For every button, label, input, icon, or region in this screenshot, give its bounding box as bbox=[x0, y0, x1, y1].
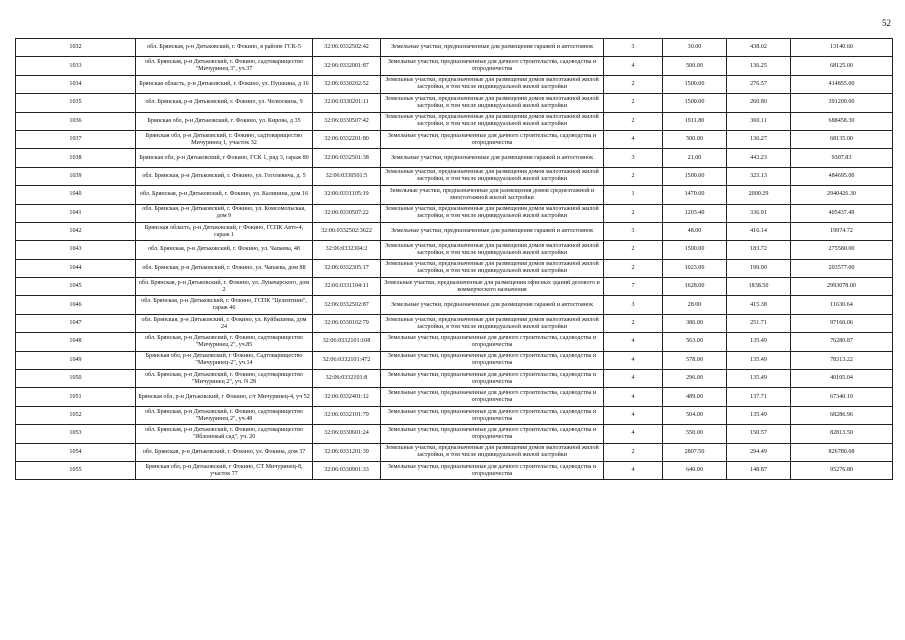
cadastral-number-cell: 32:06:0331104:11 bbox=[313, 278, 381, 296]
cadastral-number-cell: 32:06:0332101:108 bbox=[313, 333, 381, 351]
row-number: 1033 bbox=[16, 57, 136, 75]
cadastral-number-cell: 32:06:0330202:52 bbox=[313, 75, 381, 93]
category-code-cell: 2 bbox=[604, 443, 663, 461]
area-cell: 30.00 bbox=[663, 39, 727, 57]
land-use-cell: Земельные участки, предназначенные для дачного строительства, садоводства и огородничества bbox=[381, 425, 604, 443]
cadastral-value-cell: 97160.06 bbox=[791, 314, 893, 332]
table-row bbox=[16, 406, 893, 424]
row-number: 1046 bbox=[16, 296, 136, 314]
address-cell: обл. Брянская, р-н Дятьковский, г. Фокино, ул. Луначарского, дом 2 bbox=[136, 278, 313, 296]
land-use-cell: Земельные участки, предназначенные для дачного строительства, садоводства и огородничества bbox=[381, 333, 604, 351]
land-use-cell: Земельные участки, предназначенные для дачного строительства, садоводства и огородничества bbox=[381, 57, 604, 75]
specific-value-cell: 336.91 bbox=[727, 204, 791, 222]
address-cell: Брянская обл, р-н Дятьковский, г Фокино, ГСК 1, ряд 3, гараж 80 bbox=[136, 149, 313, 167]
row-number: 1054 bbox=[16, 443, 136, 461]
specific-value-cell: 183.72 bbox=[727, 241, 791, 259]
cadastral-value-cell: 78313.22 bbox=[791, 351, 893, 369]
specific-value-cell: 276.57 bbox=[727, 75, 791, 93]
category-code-cell: 2 bbox=[604, 241, 663, 259]
cadastral-number-cell: 32:06:0332502:42 bbox=[313, 39, 381, 57]
cadastral-number-cell: 32:06:0330507:22 bbox=[313, 204, 381, 222]
cadastral-value-cell: 405437.49 bbox=[791, 204, 893, 222]
cadastral-value-cell: 203577.00 bbox=[791, 259, 893, 277]
area-cell: 504.00 bbox=[663, 406, 727, 424]
row-number: 1045 bbox=[16, 278, 136, 296]
row-number: 1032 bbox=[16, 39, 136, 57]
area-cell: 1500.00 bbox=[663, 75, 727, 93]
cadastral-value-cell: 67340.19 bbox=[791, 388, 893, 406]
category-code-cell: 4 bbox=[604, 406, 663, 424]
cadastral-value-cell: 68135.00 bbox=[791, 130, 893, 148]
address-cell: обл. Брянская, р-н Дятьковский, г. Фокино, ул. Чапаева, дом 88 bbox=[136, 259, 313, 277]
specific-value-cell: 260.80 bbox=[727, 94, 791, 112]
row-number: 1042 bbox=[16, 222, 136, 240]
specific-value-cell: 294.49 bbox=[727, 443, 791, 461]
area-cell: 640.00 bbox=[663, 461, 727, 479]
specific-value-cell: 2000.29 bbox=[727, 186, 791, 204]
area-cell: 296.00 bbox=[663, 370, 727, 388]
table-row bbox=[16, 186, 893, 204]
specific-value-cell: 135.49 bbox=[727, 351, 791, 369]
table-row bbox=[16, 167, 893, 185]
specific-value-cell: 199.00 bbox=[727, 259, 791, 277]
row-number: 1036 bbox=[16, 112, 136, 130]
category-code-cell: 2 bbox=[604, 314, 663, 332]
cadastral-number-cell: 32:06:0332304:2 bbox=[313, 241, 381, 259]
cadastral-number-cell: 32:06:0331105:19 bbox=[313, 186, 381, 204]
row-number: 1034 bbox=[16, 75, 136, 93]
cadastral-number-cell: 32:06:0330501:5 bbox=[313, 167, 381, 185]
cadastral-number-cell: 32:06:0332502:3622 bbox=[313, 222, 381, 240]
category-code-cell: 3 bbox=[604, 296, 663, 314]
table-row bbox=[16, 296, 893, 314]
category-code-cell: 3 bbox=[604, 222, 663, 240]
area-cell: 563.00 bbox=[663, 333, 727, 351]
category-code-cell: 3 bbox=[604, 149, 663, 167]
row-number: 1044 bbox=[16, 259, 136, 277]
table-row bbox=[16, 351, 893, 369]
address-cell: Брянская обл, р-н Дятьковский, г Фокино, с/т Мичуринец-4, уч 52 bbox=[136, 388, 313, 406]
table-row bbox=[16, 259, 893, 277]
area-cell: 500.00 bbox=[663, 130, 727, 148]
cadastral-value-cell: 2940426.30 bbox=[791, 186, 893, 204]
table-row bbox=[16, 461, 893, 479]
specific-value-cell: 135.49 bbox=[727, 406, 791, 424]
cadastral-number-cell: 32:06:0331201:39 bbox=[313, 443, 381, 461]
table-row bbox=[16, 278, 893, 296]
cadastral-value-cell: 68125.00 bbox=[791, 57, 893, 75]
cadastral-number-cell: 32:06:0332101:472 bbox=[313, 351, 381, 369]
cadastral-number-cell: 32:06:0332101:79 bbox=[313, 406, 381, 424]
address-cell: обл. Брянская, р-н Дятьковский, г. Фокино, ул. Фокина, дом 37 bbox=[136, 443, 313, 461]
cadastral-number-cell: 32:06:0330507:42 bbox=[313, 112, 381, 130]
area-cell: 1911.80 bbox=[663, 112, 727, 130]
cadastral-number-cell: 32:06:0332501:38 bbox=[313, 149, 381, 167]
land-use-cell: Земельные участки, предназначенные для размещения гаражей и автостоянок bbox=[381, 39, 604, 57]
area-cell: 48.00 bbox=[663, 222, 727, 240]
cadastral-value-cell: 484695.00 bbox=[791, 167, 893, 185]
address-cell: Брянская обл, р-н Дятьковский, г. Фокино, садтоварищество Мичуринец 1, участок 32 bbox=[136, 130, 313, 148]
cadastral-number-cell: 32:06:0330601:24 bbox=[313, 425, 381, 443]
address-cell: Брянская область, р-н Дятьковский, г Фокино, ГСПК Авто-4, гараж 1 bbox=[136, 222, 313, 240]
category-code-cell: 4 bbox=[604, 351, 663, 369]
land-use-cell: Земельные участки, предназначенные для размещения домов малоэтажной жилой застройки, в том числе индивидуальной жилой застройки bbox=[381, 167, 604, 185]
cadastral-value-cell: 414855.00 bbox=[791, 75, 893, 93]
row-number: 1040 bbox=[16, 186, 136, 204]
category-code-cell: 2 bbox=[604, 259, 663, 277]
row-number: 1043 bbox=[16, 241, 136, 259]
table-row bbox=[16, 333, 893, 351]
specific-value-cell: 136.27 bbox=[727, 130, 791, 148]
category-code-cell: 2 bbox=[604, 94, 663, 112]
cadastral-value-cell: 68286.96 bbox=[791, 406, 893, 424]
table-row bbox=[16, 112, 893, 130]
table-row bbox=[16, 75, 893, 93]
land-use-cell: Земельные участки, предназначенные для дачного строительства, садоводства и огородничества bbox=[381, 351, 604, 369]
specific-value-cell: 150.57 bbox=[727, 425, 791, 443]
table-row bbox=[16, 57, 893, 75]
address-cell: обл. Брянская, р-н Дятьковский, г. Фокино, садтоварищество "Мичуринец 2", уч.85 bbox=[136, 333, 313, 351]
table-row bbox=[16, 388, 893, 406]
specific-value-cell: 137.71 bbox=[727, 388, 791, 406]
cadastral-value-cell: 275580.00 bbox=[791, 241, 893, 259]
land-use-cell: Земельные участки, предназначенные для дачного строительства, садоводства и огородничества bbox=[381, 461, 604, 479]
address-cell: обл. Брянская, р-н Дятьковский, г. Фокино, ул. Комсомольская, дом 9 bbox=[136, 204, 313, 222]
address-cell: обл. Брянская, р-н Дятьковский, г. Фокино, ул. Куйбышева, дом 24 bbox=[136, 314, 313, 332]
cadastral-value-cell: 19974.72 bbox=[791, 222, 893, 240]
address-cell: обл. Брянская, р-н Дятьковский, г. Фокино, садтоварищество "Мичуринец 2", уч.48 bbox=[136, 406, 313, 424]
land-use-cell: Земельные участки, предназначенные для дачного строительства, садоводства и огородничества bbox=[381, 370, 604, 388]
land-use-cell: Земельные участки, предназначенные для размещения домов среднеэтажной и многоэтажной жилой застройки bbox=[381, 186, 604, 204]
specific-value-cell: 360.11 bbox=[727, 112, 791, 130]
row-number: 1053 bbox=[16, 425, 136, 443]
table-row bbox=[16, 149, 893, 167]
land-use-cell: Земельные участки, предназначенные для размещения домов малоэтажной жилой застройки, в том числе индивидуальной жилой застройки bbox=[381, 259, 604, 277]
cadastral-number-cell: 32:06:0332201:80 bbox=[313, 130, 381, 148]
category-code-cell: 4 bbox=[604, 388, 663, 406]
area-cell: 21.00 bbox=[663, 149, 727, 167]
cadastral-value-cell: 391200.00 bbox=[791, 94, 893, 112]
area-cell: 550.00 bbox=[663, 425, 727, 443]
specific-value-cell: 135.49 bbox=[727, 370, 791, 388]
cadastral-value-cell: 688458.30 bbox=[791, 112, 893, 130]
cadastral-value-cell: 76280.87 bbox=[791, 333, 893, 351]
row-number: 1037 bbox=[16, 130, 136, 148]
table-row bbox=[16, 222, 893, 240]
cadastral-number-cell: 32:06:0332305:17 bbox=[313, 259, 381, 277]
land-use-cell: Земельные участки, предназначенные для размещения домов малоэтажной жилой застройки, в том числе индивидуальной жилой застройки bbox=[381, 443, 604, 461]
category-code-cell: 4 bbox=[604, 130, 663, 148]
row-number: 1055 bbox=[16, 461, 136, 479]
cadastral-value-cell: 13140.60 bbox=[791, 39, 893, 57]
area-cell: 489.00 bbox=[663, 388, 727, 406]
area-cell: 1023.00 bbox=[663, 259, 727, 277]
row-number: 1038 bbox=[16, 149, 136, 167]
land-use-cell: Земельные участки, предназначенные для размещения гаражей и автостоянок bbox=[381, 296, 604, 314]
category-code-cell: 2 bbox=[604, 167, 663, 185]
category-code-cell: 4 bbox=[604, 333, 663, 351]
area-cell: 1500.00 bbox=[663, 241, 727, 259]
land-use-cell: Земельные участки, предназначенные для дачного строительства, садоводства и огородничества bbox=[381, 130, 604, 148]
area-cell: 578.00 bbox=[663, 351, 727, 369]
table-row bbox=[16, 314, 893, 332]
cadastral-number-cell: 32:06:0332401:12 bbox=[313, 388, 381, 406]
area-cell: 1500.00 bbox=[663, 167, 727, 185]
address-cell: обл. Брянская, р-н Дятьковский, г. Фокино, в районе ГСК-5 bbox=[136, 39, 313, 57]
category-code-cell: 2 bbox=[604, 204, 663, 222]
address-cell: обл. Брянская, р-н Дятьковский, г. Фокино, ул. Чапаева, 48 bbox=[136, 241, 313, 259]
address-cell: Брянская обл, р-н Дятьковский, г Фокино, Садтоварищество "Мичуринец-2", уч.14 bbox=[136, 351, 313, 369]
area-cell: 1203.40 bbox=[663, 204, 727, 222]
specific-value-cell: 416.14 bbox=[727, 222, 791, 240]
row-number: 1039 bbox=[16, 167, 136, 185]
cadastral-number-cell: 32:06:0330901:33 bbox=[313, 461, 381, 479]
cadastral-value-cell: 40105.04 bbox=[791, 370, 893, 388]
row-number: 1041 bbox=[16, 204, 136, 222]
address-cell: Брянская обл, р-н Дятьковский, г Фокино, СТ Мичуринец-8, участок 77 bbox=[136, 461, 313, 479]
specific-value-cell: 135.49 bbox=[727, 333, 791, 351]
category-code-cell: 4 bbox=[604, 57, 663, 75]
category-code-cell: 1 bbox=[604, 186, 663, 204]
address-cell: обл. Брянская, р-н Дятьковский, г. Фокино, садтоварищество "Мичуринец 3", уч.37 bbox=[136, 57, 313, 75]
land-use-cell: Земельные участки, предназначенные для дачного строительства, садоводства и огородничества bbox=[381, 406, 604, 424]
specific-value-cell: 323.13 bbox=[727, 167, 791, 185]
land-use-cell: Земельные участки, предназначенные для размещения домов малоэтажной жилой застройки, в том числе индивидуальной жилой застройки bbox=[381, 204, 604, 222]
specific-value-cell: 148.87 bbox=[727, 461, 791, 479]
specific-value-cell: 415.38 bbox=[727, 296, 791, 314]
category-code-cell: 2 bbox=[604, 75, 663, 93]
area-cell: 386.00 bbox=[663, 314, 727, 332]
row-number: 1051 bbox=[16, 388, 136, 406]
table-row bbox=[16, 94, 893, 112]
land-use-cell: Земельные участки, предназначенные для размещения гаражей и автостоянок bbox=[381, 149, 604, 167]
specific-value-cell: 1838.50 bbox=[727, 278, 791, 296]
address-cell: обл. Брянская, р-н Дятьковский, г. Фокино, садтоварищество "Яблоневый сад", уч. 20 bbox=[136, 425, 313, 443]
cadastral-value-cell: 82813.50 bbox=[791, 425, 893, 443]
address-cell: Брянская область, р-н Дятьковский, г. Фокино, ул. Пушкина, д 16 bbox=[136, 75, 313, 93]
row-number: 1052 bbox=[16, 406, 136, 424]
land-use-cell: Земельные участки, предназначенные для дачного строительства, садоводства и огородничества bbox=[381, 388, 604, 406]
table-row bbox=[16, 204, 893, 222]
specific-value-cell: 251.71 bbox=[727, 314, 791, 332]
category-code-cell: 2 bbox=[604, 112, 663, 130]
specific-value-cell: 438.02 bbox=[727, 39, 791, 57]
land-use-cell: Земельные участки, предназначенные для размещения домов малоэтажной жилой застройки, в том числе индивидуальной жилой застройки bbox=[381, 94, 604, 112]
row-number: 1049 bbox=[16, 351, 136, 369]
row-number: 1035 bbox=[16, 94, 136, 112]
category-code-cell: 4 bbox=[604, 370, 663, 388]
cadastral-number-cell: 32:06:0332001:87 bbox=[313, 57, 381, 75]
area-cell: 2807.50 bbox=[663, 443, 727, 461]
address-cell: обл. Брянская, р-н Дятьковский, г. Фокино, ГСПК "Целентиин", гараж 46 bbox=[136, 296, 313, 314]
land-use-cell: Земельные участки, предназначенные для размещения домов малоэтажной жилой застройки, в том числе индивидуальной жилой застройки bbox=[381, 314, 604, 332]
cadastral-value-cell: 826780.68 bbox=[791, 443, 893, 461]
land-use-cell: Земельные участки, предназначенные для размещения домов малоэтажной жилой застройки, в том числе индивидуальной жилой застройки bbox=[381, 112, 604, 130]
table-row bbox=[16, 39, 893, 57]
area-cell: 500.00 bbox=[663, 57, 727, 75]
category-code-cell: 3 bbox=[604, 39, 663, 57]
address-cell: обл. Брянская, р-н Дятьковский, г. Фокино, садтоварищество "Мичуринец 2", уч. N 28 bbox=[136, 370, 313, 388]
land-use-cell: Земельные участки, предназначенные для размещения гаражей и автостоянок bbox=[381, 222, 604, 240]
area-cell: 1500.00 bbox=[663, 94, 727, 112]
table-row bbox=[16, 425, 893, 443]
address-cell: обл. Брянская, р-н Дятьковский, г. Фокино, ул. Калинина, дом 16 bbox=[136, 186, 313, 204]
row-number: 1047 bbox=[16, 314, 136, 332]
land-use-cell: Земельные участки, предназначенные для размещения домов малоэтажной жилой застройки, в том числе индивидуальной жилой застройки bbox=[381, 241, 604, 259]
area-cell: 1470.00 bbox=[663, 186, 727, 204]
address-cell: обл. Брянская, р-н Дятьковский, г. Фокино, ул. Гоголевича, д. 5 bbox=[136, 167, 313, 185]
area-cell: 1628.00 bbox=[663, 278, 727, 296]
address-cell: обл. Брянская, р-н Дятьковский, г. Фокино, ул. Челюскина, 9 bbox=[136, 94, 313, 112]
cadastral-value-cell: 11630.64 bbox=[791, 296, 893, 314]
page-number: 52 bbox=[882, 18, 891, 28]
land-use-cell: Земельные участки, предназначенные для размещения офисных зданий делового и коммерческого назначения bbox=[381, 278, 604, 296]
category-code-cell: 4 bbox=[604, 461, 663, 479]
land-registry-table bbox=[15, 38, 893, 480]
area-cell: 28.00 bbox=[663, 296, 727, 314]
category-code-cell: 7 bbox=[604, 278, 663, 296]
table-row bbox=[16, 241, 893, 259]
category-code-cell: 4 bbox=[604, 425, 663, 443]
table-row bbox=[16, 130, 893, 148]
specific-value-cell: 136.25 bbox=[727, 57, 791, 75]
table-row bbox=[16, 370, 893, 388]
row-number: 1050 bbox=[16, 370, 136, 388]
land-use-cell: Земельные участки, предназначенные для размещения домов малоэтажной жилой застройки, в том числе индивидуальной жилой застройки bbox=[381, 75, 604, 93]
address-cell: Брянская обл, р-н Дятьковский, г. Фокино, ул. Кирова, д 35 bbox=[136, 112, 313, 130]
table-row bbox=[16, 443, 893, 461]
cadastral-number-cell: 32:06:0330201:11 bbox=[313, 94, 381, 112]
row-number: 1048 bbox=[16, 333, 136, 351]
cadastral-number-cell: 32:06:0330102:79 bbox=[313, 314, 381, 332]
cadastral-number-cell: 32:06:0332502:87 bbox=[313, 296, 381, 314]
cadastral-value-cell: 95276.80 bbox=[791, 461, 893, 479]
cadastral-value-cell: 2993078.00 bbox=[791, 278, 893, 296]
cadastral-number-cell: 32:06:0332101:8 bbox=[313, 370, 381, 388]
cadastral-value-cell: 9307.83 bbox=[791, 149, 893, 167]
specific-value-cell: 443.23 bbox=[727, 149, 791, 167]
